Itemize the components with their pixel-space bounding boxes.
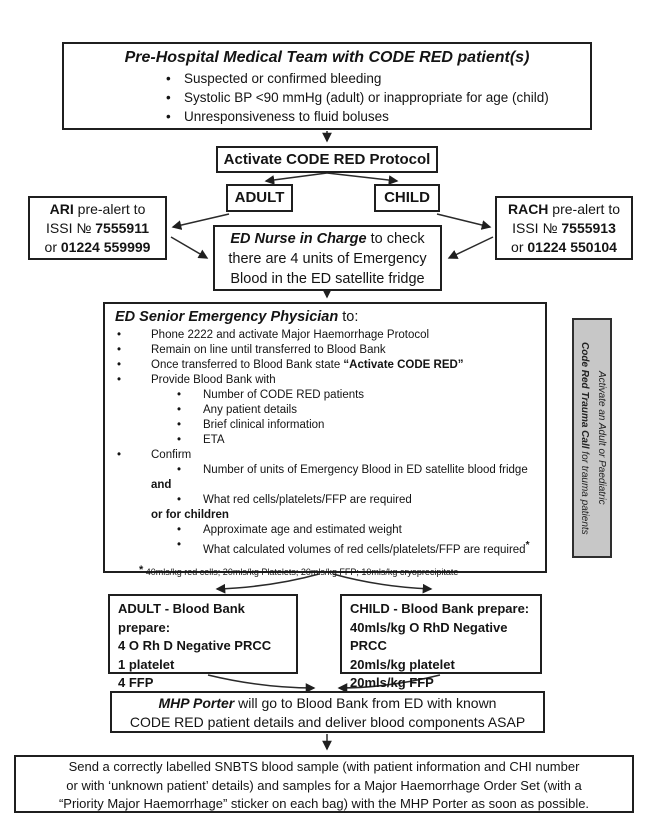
state-prefix: Once transferred to Blood Bank state (151, 359, 344, 371)
list-item (111, 448, 537, 463)
list-item (111, 433, 537, 448)
rach-issi-prefix: ISSI № (512, 220, 562, 236)
confirm-sub-redcells: What red cells/platelets/FFP are required (203, 494, 412, 506)
ed-physician-box (103, 302, 547, 577)
trauma-call-sidebar (572, 318, 612, 558)
rach-or: or (511, 239, 528, 255)
list-item (111, 523, 537, 538)
bullet-icon: • (117, 329, 122, 341)
list-item (111, 463, 537, 478)
pre-hospital-bullet-3: Unresponsiveness to fluid boluses (184, 109, 389, 124)
pre-hospital-bullet-2: Systolic BP <90 mmHg (adult) or inappropriate for age (child) (184, 90, 549, 105)
porter-line-1 (112, 694, 543, 713)
child-prepare-line-1: 40mls/kg O RhD Negative PRCC (350, 619, 508, 653)
child-prepare-line-2: 20mls/kg platelet (350, 656, 455, 672)
adult-prepare-line-1: 4 O Rh D Negative PRCC (118, 638, 272, 653)
blood-sample-box (14, 755, 634, 813)
or-for-children-label: or for children (151, 509, 229, 521)
ari-issi-prefix: ISSI № (46, 220, 96, 236)
physician-bullet-state (151, 358, 464, 373)
bullet-icon: • (166, 90, 171, 105)
rach-issi-number: 7555913 (561, 220, 616, 236)
bullet-icon: • (177, 539, 182, 551)
pre-hospital-bullet-1: Suspected or confirmed bleeding (184, 71, 382, 86)
confirm-sub-units: Number of units of Emergency Blood in ED satellite blood fridge (203, 464, 528, 476)
rach-line-3 (497, 238, 631, 257)
sidebar-line-2-rest: for trauma patients (579, 448, 590, 535)
activate-protocol-box (216, 146, 438, 173)
and-label: and (151, 479, 172, 491)
nurse-line-1-rest: to check (366, 231, 425, 247)
mhp-porter-label: MHP Porter (158, 695, 235, 711)
adult-label: ADULT (118, 601, 162, 616)
arrow-child-to-rach (437, 214, 490, 227)
rach-phone-number: 01224 550104 (527, 239, 617, 255)
bullet-icon: • (117, 344, 122, 356)
sidebar-line-2 (576, 320, 593, 556)
ari-line-2 (30, 219, 165, 238)
bullet-icon: • (117, 374, 122, 386)
list-item (111, 388, 537, 403)
arrow-ari-to-nurse (171, 237, 207, 258)
child-header-rest: - Blood Bank prepare: (389, 601, 530, 616)
list-item (111, 373, 537, 388)
rach-line-1 (497, 200, 631, 219)
ari-or: or (44, 239, 61, 255)
final-line-3: “Priority Major Haemorrhage” sticker on each bag) with the MHP Porter as soon as possible. (58, 796, 590, 811)
ari-line-3 (30, 238, 165, 257)
adult-branch-box (226, 184, 293, 212)
bullet-icon: • (177, 434, 182, 446)
rach-name: RACH (507, 201, 549, 217)
bullet-icon: • (177, 419, 182, 431)
adult-branch-label: ADULT (234, 189, 285, 206)
porter-line-2: CODE RED patient details and deliver blood components ASAP (129, 714, 526, 730)
rach-name-rest: pre-alert to (548, 201, 621, 217)
arrow-activate-to-adult (266, 173, 327, 181)
trauma-call-vertical-text (574, 320, 610, 556)
list-item (111, 403, 537, 418)
arrow-rach-to-nurse (449, 237, 493, 258)
physician-header (115, 308, 537, 327)
bullet-icon: • (166, 71, 171, 86)
list-item (111, 328, 537, 343)
provide-sub-3: Brief clinical information (203, 419, 325, 431)
ari-prealert-box (28, 196, 167, 260)
ari-name-rest: pre-alert to (73, 201, 146, 217)
activate-code-red-quote: “Activate CODE RED” (343, 359, 464, 371)
physician-bullet-provide: Provide Blood Bank with (151, 374, 276, 386)
bullet-icon: • (166, 109, 171, 124)
adult-header-rest: - Blood Bank prepare: (118, 601, 245, 635)
provide-sub-2: Any patient details (203, 404, 297, 416)
nurse-line-1 (215, 229, 440, 249)
list-item (64, 88, 590, 107)
ari-phone-number: 01224 559999 (60, 239, 151, 255)
volumes-footnote (139, 563, 537, 580)
child-prepare-header (350, 600, 532, 619)
footnote-text: 40mls/kg red cells; 20mls/kg Platelets; 20mls/kg FFP; 10mls/kg cryoprecipitate (143, 566, 459, 577)
physician-bullet-phone: Phone 2222 and activate Major Haemorrhage Protocol (151, 329, 430, 341)
activate-protocol-label: Activate CODE RED Protocol (223, 151, 431, 168)
rach-prealert-box (495, 196, 633, 260)
list-item (111, 358, 537, 373)
volumes-text: What calculated volumes of red cells/platelets/FFP are required (203, 543, 526, 556)
code-red-trauma-call-label: Code Red Trauma Call (579, 341, 590, 449)
adult-blood-bank-box (108, 594, 298, 690)
mhp-porter-box (110, 691, 545, 733)
pre-hospital-team-box (62, 42, 592, 130)
bullet-icon: • (177, 389, 182, 401)
children-sub-age: Approximate age and estimated weight (203, 524, 402, 536)
nurse-role-label: ED Nurse in Charge (230, 231, 367, 247)
adult-prepare-line-3: 4 FFP (118, 675, 154, 690)
provide-sub-1: Number of CODE RED patients (203, 389, 365, 401)
bullet-icon: • (177, 404, 182, 416)
list-item (111, 538, 537, 558)
nurse-line-2: there are 4 units of Emergency (228, 251, 427, 267)
asterisk-icon: * (525, 540, 530, 551)
pre-hospital-title: Pre-Hospital Medical Team with CODE RED patient(s) (124, 49, 530, 66)
physician-role-label: ED Senior Emergency Physician (115, 309, 339, 325)
bullet-icon: • (177, 464, 182, 476)
bullet-icon: • (117, 359, 122, 371)
porter-line-1-rest: will go to Blood Bank from ED with known (234, 695, 497, 711)
adult-prepare-header (118, 600, 288, 637)
list-item (111, 493, 537, 508)
child-label: CHILD (350, 601, 390, 616)
asterisk-icon: * (139, 563, 144, 576)
sidebar-line-1: Activate an Adult or Paediatric (596, 371, 607, 505)
ari-line-1 (30, 200, 165, 219)
list-item (64, 107, 590, 126)
children-sub-volumes (203, 538, 530, 558)
adult-prepare-line-2: 1 platelet (118, 656, 175, 672)
child-prepare-line-3: 20mls/kg FFP (350, 675, 434, 690)
child-blood-bank-box (340, 594, 542, 690)
list-item (64, 69, 590, 88)
arrow-activate-to-child (327, 173, 397, 181)
child-branch-box (374, 184, 440, 212)
ari-name: ARI (49, 201, 74, 217)
ari-issi-number: 7555911 (95, 220, 149, 236)
bullet-icon: • (177, 494, 182, 506)
bullet-icon: • (117, 449, 122, 461)
final-line-1: Send a correctly labelled SNBTS blood sample (with patient information and CHI number (68, 759, 580, 774)
final-line-2: or with ‘unknown patient’ details) and samples for a Major Haemorrhage Order Set (with a (66, 777, 582, 793)
child-branch-label: CHILD (384, 189, 430, 206)
nurse-line-3: Blood in the ED satellite fridge (230, 271, 425, 287)
bullet-icon: • (177, 524, 182, 536)
rach-line-2 (497, 219, 631, 238)
ed-nurse-box (213, 225, 442, 291)
list-item (111, 343, 537, 358)
provide-sub-4: ETA (203, 434, 225, 446)
physician-header-rest: to: (338, 309, 359, 325)
physician-bullet-confirm: Confirm (151, 449, 192, 461)
list-item (111, 418, 537, 433)
physician-bullet-remain: Remain on line until transferred to Blood Bank (151, 344, 386, 356)
